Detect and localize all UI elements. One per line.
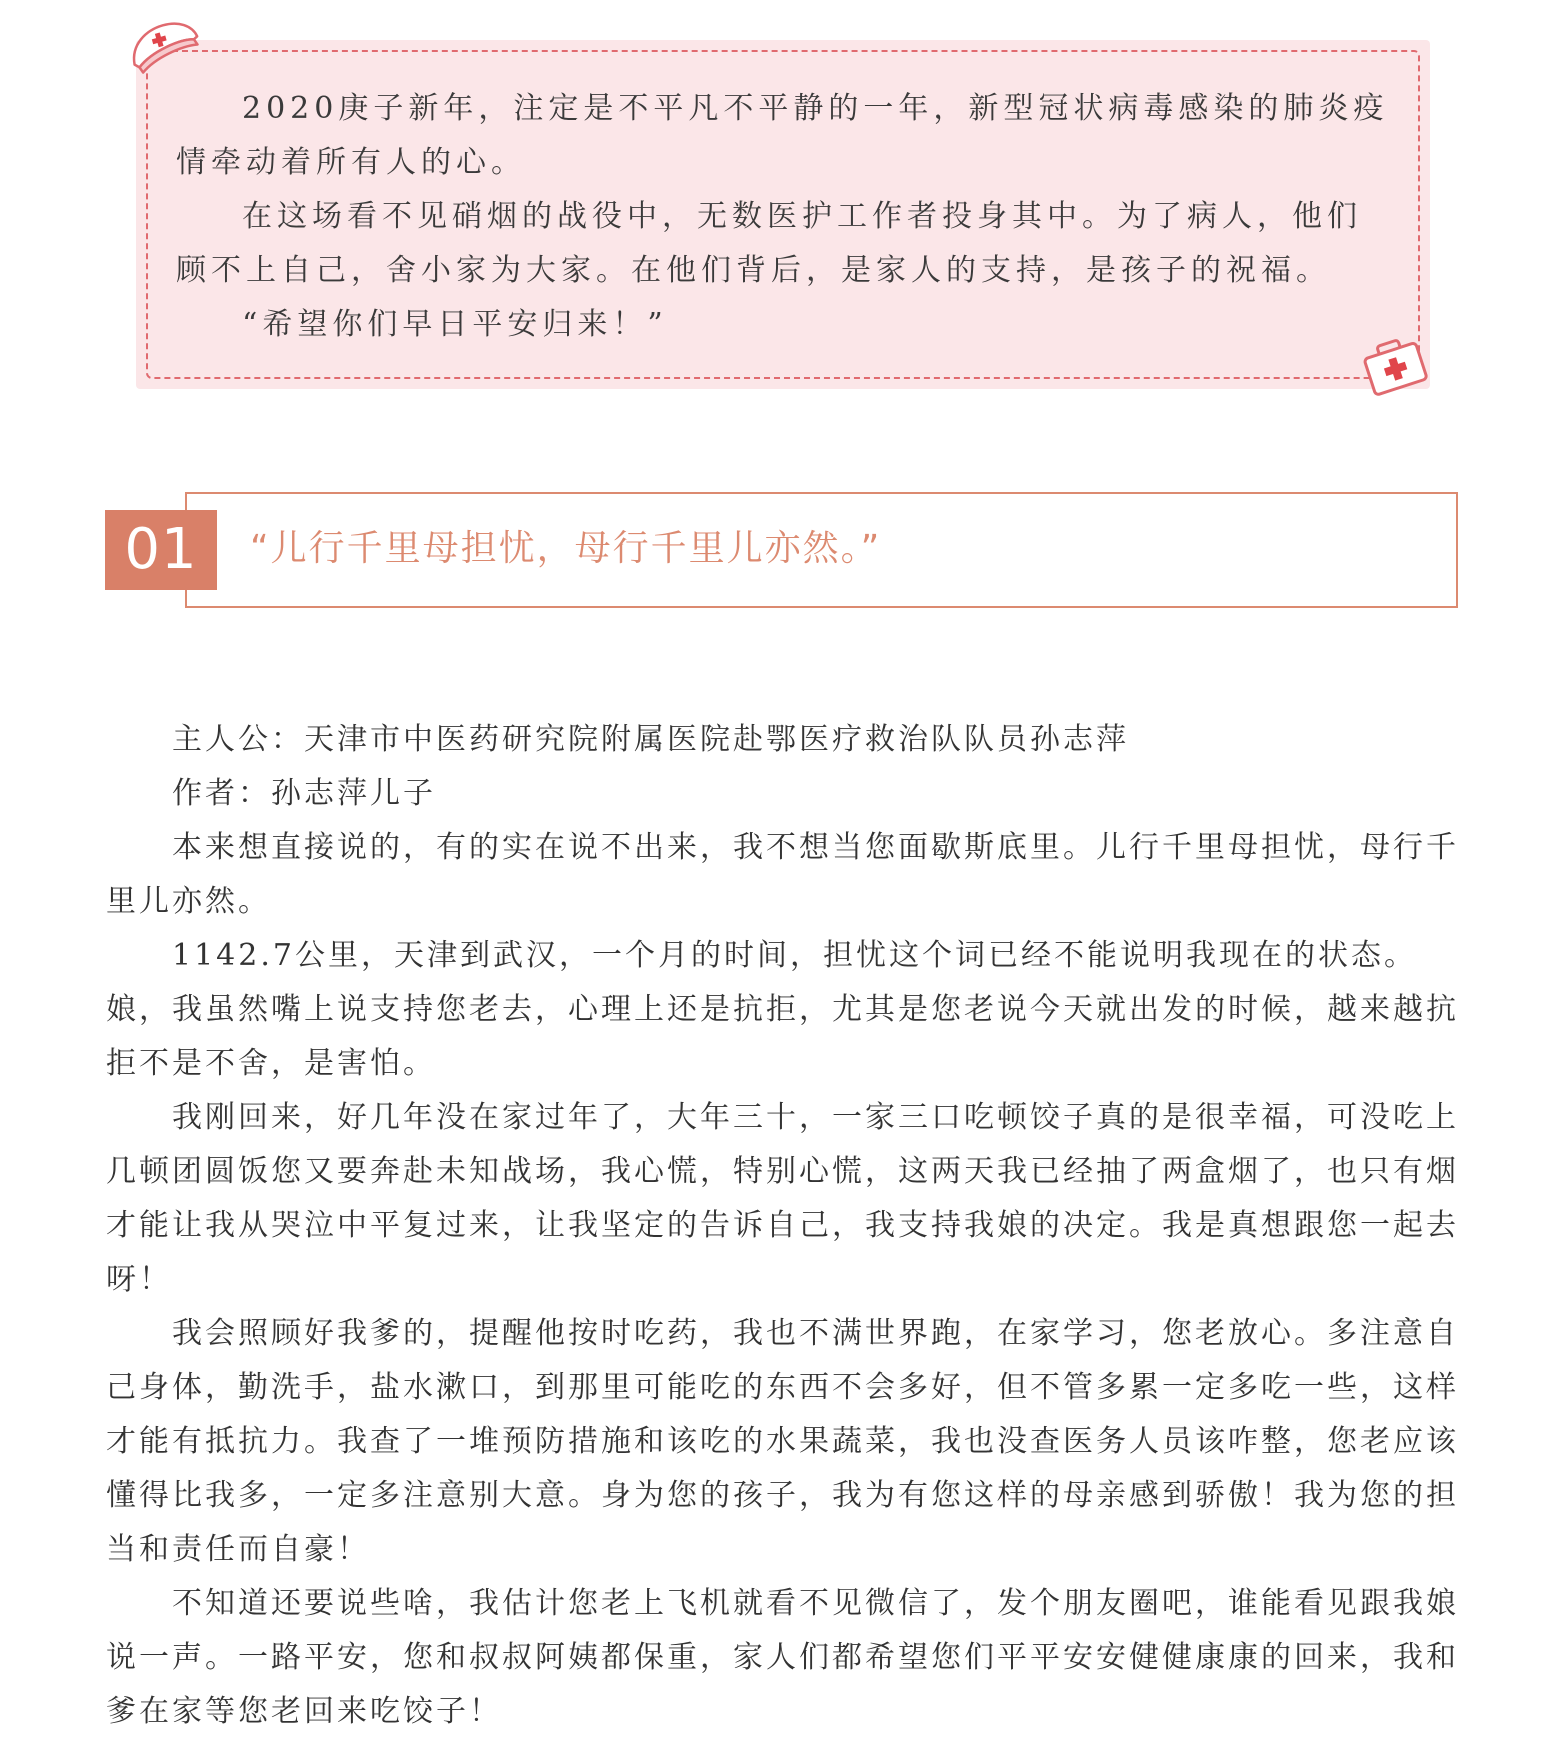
intro-paragraph: 在这场看不见硝烟的战役中，无数医护工作者投身其中。为了病人，他们顾不上自己，舍小家为大家。在他们背后，是家人的支持，是孩子的祝福。 <box>176 199 1362 288</box>
section-number: 01 <box>105 510 217 590</box>
section-title: “儿行千里母担忧，母行千里儿亦然。” <box>250 528 882 569</box>
intro-paragraph: 2020庚子新年，注定是不平凡不平静的一年，新型冠状病毒感染的肺炎疫情牵动着所有人的心。 <box>176 91 1389 180</box>
body-paragraph: 本来想直接说的，有的实在说不出来，我不想当您面歇斯底里。儿行千里母担忧，母行千里儿亦然。 <box>106 830 1459 919</box>
nurse-cap-icon <box>120 14 206 74</box>
body-paragraph: 我会照顾好我爹的，提醒他按时吃药，我也不满世界跑，在家学习，您老放心。多注意自己身体，勤洗手，盐水漱口，到那里可能吃的东西不会多好，但不管多累一定多吃一些，这样才能有抵抗力。我查了一堆预防措施和该吃的水果蔬菜，我也没查医务人员该咋整，您老应该懂得比我多，一定多注意别大意。身为您的孩子，我为有您这样的母亲感到骄傲！我为您的担当和责任而自豪！ <box>106 1316 1459 1567</box>
article-body <box>106 713 1466 1739</box>
protagonist-line: 主人公：天津市中医药研究院附属医院赴鄂医疗救治队队员孙志萍 <box>172 722 1129 757</box>
intro-box <box>136 40 1430 389</box>
medical-kit-icon <box>1360 334 1430 396</box>
body-paragraph: 不知道还要说些啥，我估计您老上飞机就看不见微信了，发个朋友圈吧，谁能看见跟我娘说一声。一路平安，您和叔叔阿姨都保重，家人们都希望您们平平安安健健康康的回来，我和爹在家等您老回来吃饺子！ <box>106 1586 1459 1729</box>
body-paragraph: 我刚回来，好几年没在家过年了，大年三十，一家三口吃顿饺子真的是很幸福，可没吃上几顿团圆饭您又要奔赴未知战场，我心慌，特别心慌，这两天我已经抽了两盒烟了，也只有烟才能让我从哭泣中平复过来，让我坚定的告诉自己，我支持我娘的决定。我是真想跟您一起去呀！ <box>106 1100 1459 1297</box>
intro-text <box>176 82 1390 352</box>
body-paragraph: 1142.7公里，天津到武汉，一个月的时间，担忧这个词已经不能说明我现在的状态。娘，我虽然嘴上说支持您老去，心理上还是抗拒，尤其是您老说今天就出发的时候，越来越抗拒不是不舍，是害怕。 <box>106 938 1459 1081</box>
intro-quote: “希望你们早日平安归来！” <box>242 307 668 342</box>
author-line: 作者：孙志萍儿子 <box>172 776 436 811</box>
